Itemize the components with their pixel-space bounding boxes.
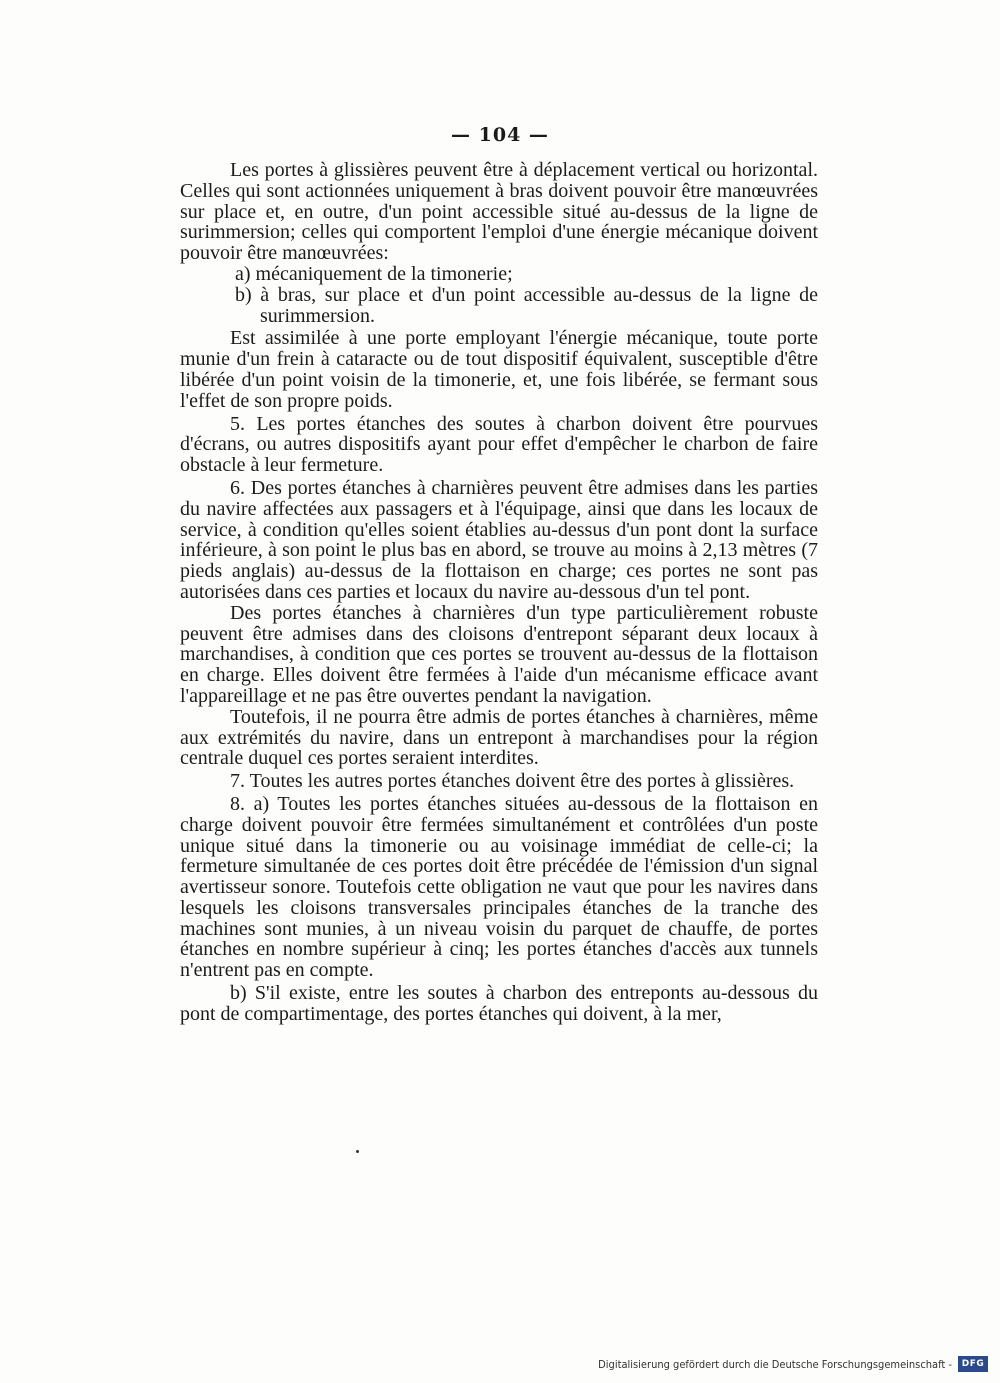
paragraph: Des portes étanches à charnières d'un type particulièrement robuste peuvent être admises dans des cloisons d'entrepont séparant deux locaux à marchandises, à condition que ces portes se trouvent au-dessus de la flottaison en charge. Elles doivent être fermées à l'aide d'un mécanisme efficace avant l'appareillage et ne pas être ouvertes pendant la navigation. — [180, 601, 818, 707]
footer-credit: Digitalisierung gefördert durch die Deutsche Forschungsgemeinschaft - — [598, 1357, 952, 1371]
page-number: — 104 — — [451, 124, 549, 146]
list-item: b) à bras, sur place et d'un point accessible au-dessus de la ligne de surimmersion. — [235, 283, 818, 327]
dfg-logo-icon: DFG — [958, 1356, 988, 1372]
scan-speck — [356, 1150, 359, 1153]
paragraph: Est assimilée à une porte employant l'énergie mécanique, toute porte munie d'un frein à cataracte ou de tout dispositif équivalent, susceptible d'être libérée d'un point voisin de la timonerie, et, une fois libérée, se fermant sous l'effet de son propre poids. — [180, 327, 818, 412]
body-text — [180, 160, 818, 1025]
paragraph: b) S'il existe, entre les soutes à charbon des entreponts au-dessous du pont de compartimentage, des portes étanches qui doivent, à la mer, — [180, 982, 818, 1025]
paragraph: Les portes à glissières peuvent être à déplacement vertical ou horizontal. Celles qui sont actionnées uniquement à bras doivent pouvoir être manœuvrées sur place et, en outre, d'un point accessible situé au-dessus de la ligne de surimmersion; celles qui comportent l'emploi d'une énergie mécanique doivent pouvoir être manœuvrées: — [180, 159, 818, 265]
paragraph: 8. a) Toutes les portes étanches situées au-dessous de la flottaison en charge doivent pouvoir être fermées simultanément et contrôlées d'un poste unique situé dans la timonerie ou au voisinage immédiat de celle-ci; la fermeture simultanée de ces portes doit être précédée de l'émission d'un signal avertisseur sonore. Toutefois cette obligation ne vaut que pour les navires dans lesquels les cloisons transversales principales étanches de la tranche des machines sont munies, à un niveau voisin du parquet de chauffe, de portes étanches en nombre supérieur à cinq; les portes étanches d'accès aux tunnels n'entrent pas en compte. — [180, 792, 818, 982]
paragraph: Toutefois, il ne pourra être admis de portes étanches à charnières, même aux extrémités du navire, dans un entrepont à marchandises pour la région centrale duquel ces portes seraient interdites. — [180, 705, 818, 770]
paragraph: 7. Toutes les autres portes étanches doivent être des portes à glissières. — [230, 770, 795, 793]
paragraph: 6. Des portes étanches à charnières peuvent être admises dans les parties du navire affectées aux passagers et à l'équipage, ainsi que dans les locaux de service, à condition qu'elles soient établies au-dessus d'un pont dont la surface inférieure, à son point le plus bas en abord, se trouve au moins à 2,13 mètres (7 pieds anglais) au-dessus de la flottaison en charge; ces portes ne sont pas autorisées dans ces parties et locaux du navire au-dessous d'un tel pont. — [180, 476, 818, 603]
digitization-footer — [598, 1353, 988, 1375]
list-item: a) mécaniquement de la timonerie; — [235, 262, 513, 285]
paragraph: 5. Les portes étanches des soutes à charbon doivent être pourvues d'écrans, ou autres dispositifs ayant pour effet d'empêcher le charbon de faire obstacle à leur fermeture. — [180, 412, 818, 477]
